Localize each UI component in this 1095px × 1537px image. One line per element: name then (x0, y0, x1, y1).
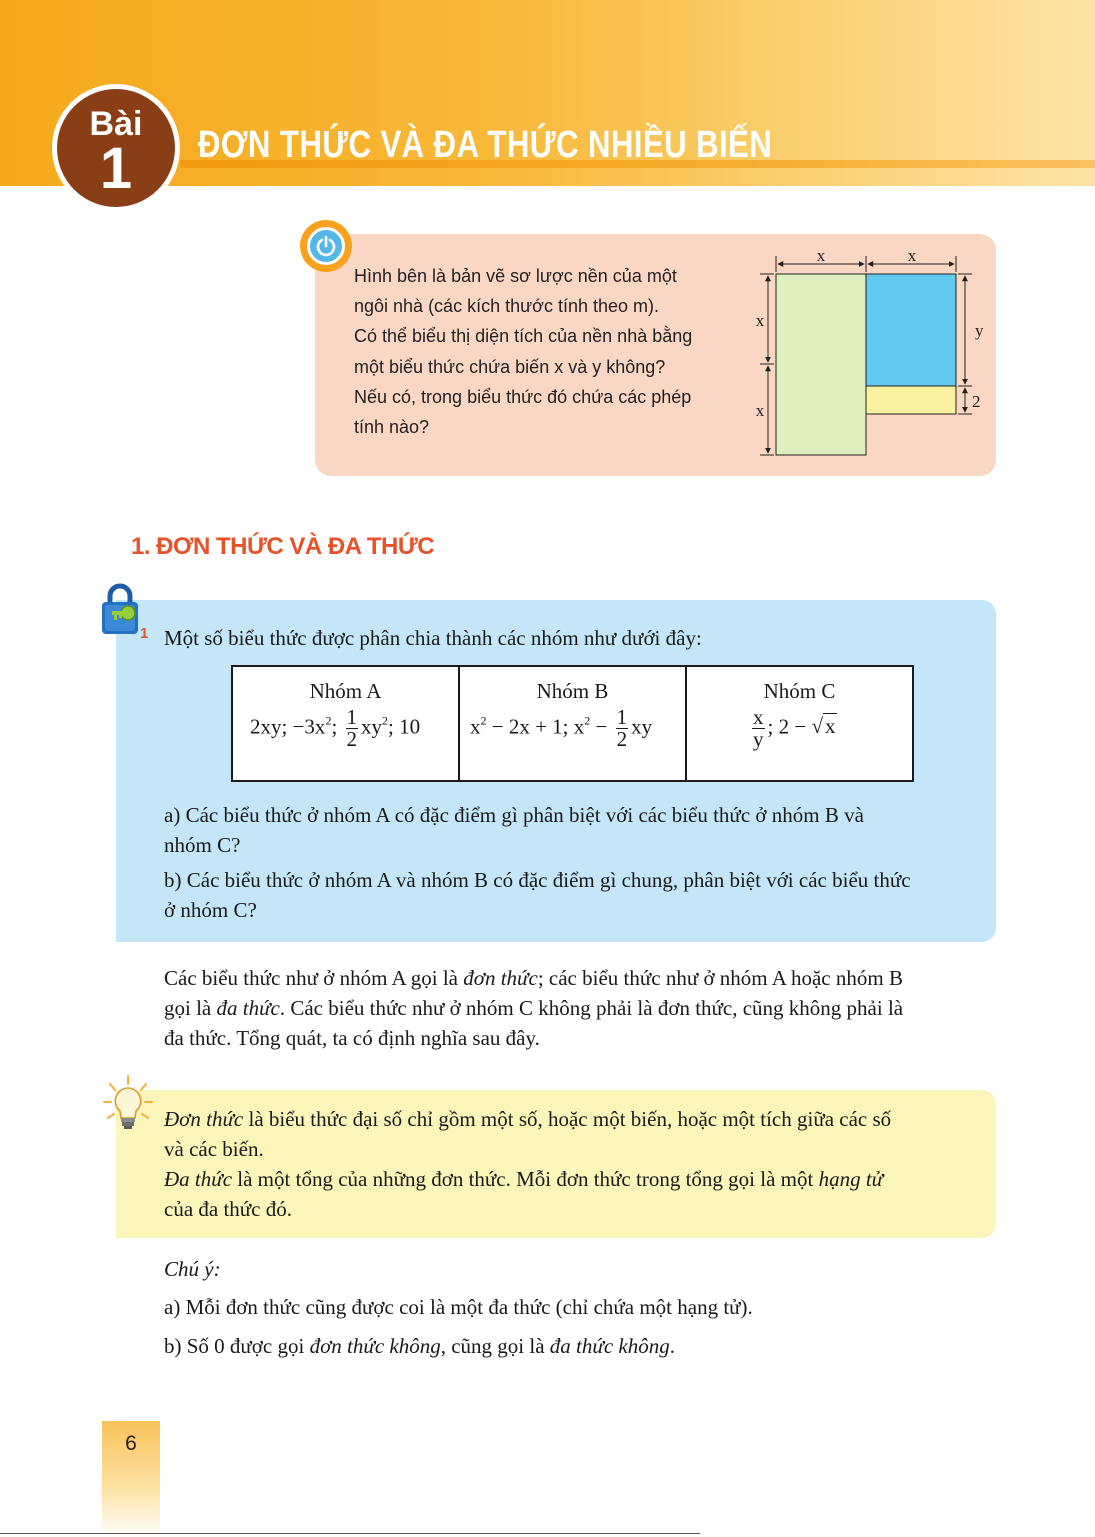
group-c-expressions: $\frac{x}{y}$ ; 2 − √x (753, 705, 836, 751)
group-b-expressions: $x^2 - 2x + 1$; $x^2$ − $\frac{1}{2}$ xy (470, 705, 653, 751)
section-heading: 1. ĐƠN THỨC VÀ ĐA THỨC (131, 533, 435, 560)
question-b-line: ở nhóm C? (164, 898, 257, 922)
group-b-cell (460, 667, 687, 780)
bottom-rule (0, 1533, 700, 1534)
note-a: a) Mỗi đơn thức cũng được coi là một đa thức (chỉ chứa một hạng tử). (164, 1295, 753, 1319)
definition-line: Đơn thức là biểu thức đại số chỉ gồm một số, hoặc một biến, hoặc một tích giữa các số (164, 1107, 892, 1131)
question-a-line: nhóm C? (164, 833, 241, 857)
blue-region (866, 274, 956, 386)
explore-number: 1 (140, 625, 149, 642)
after-line: gọi là đa thức. Các biểu thức như ở nhóm C không phải là đơn thức, cũng không phải là (164, 996, 904, 1020)
intro-line: ngôi nhà (các kích thước tính theo m). (354, 296, 659, 317)
definition-line: của đa thức đó. (164, 1197, 292, 1221)
group-c-name: Nhóm C (763, 679, 836, 703)
after-line: Các biểu thức như ở nhóm A gọi là đơn thức; các biểu thức như ở nhóm A hoặc nhóm B (164, 966, 903, 990)
group-b-name: Nhóm B (536, 679, 609, 703)
group-a-cell (233, 667, 460, 780)
lesson-number: 1 (99, 136, 133, 201)
lock-key-icon (100, 582, 156, 642)
explore-intro: Một số biểu thức được phân chia thành các nhóm như dưới đây: (164, 626, 702, 650)
definition-line: và các biến. (164, 1137, 264, 1161)
intro-line: Hình bên là bản vẽ sơ lược nền của một (354, 266, 677, 286)
group-c-cell (687, 667, 912, 780)
group-a-name: Nhóm A (309, 679, 382, 703)
top-label-left: x (816, 246, 826, 265)
question-b (164, 865, 911, 925)
intro-line: Có thể biểu thị diện tích của nền nhà bằng (354, 326, 693, 347)
intro-text (354, 261, 732, 442)
lesson-badge (52, 84, 180, 212)
power-button-icon (300, 220, 352, 272)
question-a (164, 800, 864, 860)
definition-text (164, 1104, 891, 1224)
question-b-line: b) Các biểu thức ở nhóm A và nhóm B có đặc điểm gì chung, phân biệt với các biểu thức (164, 868, 911, 892)
right-label-y: y (975, 321, 984, 340)
left-label-top: x (755, 311, 765, 330)
note-title: Chú ý: (164, 1257, 221, 1281)
lesson-word: Bài (89, 105, 143, 143)
intro-line: Nếu có, trong biểu thức đó chứa các phép (354, 386, 692, 407)
top-label-right: x (907, 246, 917, 265)
right-label-2: 2 (972, 392, 981, 411)
intro-line: một biểu thức chứa biến x và y không? (354, 356, 666, 377)
left-label-bottom: x (755, 401, 765, 420)
group-a-expressions: 2xy; $-3x^2$; $\frac{1}{2}$ $xy^2$; 10 (250, 705, 421, 751)
page-number: 6 (125, 1432, 137, 1455)
after-table-paragraph (164, 963, 903, 1053)
intro-line: tính nào? (354, 417, 430, 438)
house-floor-plan (748, 242, 988, 464)
green-region (776, 274, 866, 455)
lesson-title: ĐƠN THỨC VÀ ĐA THỨC NHIỀU BIẾN (198, 124, 773, 166)
groups-table (231, 665, 914, 782)
definition-line: Đa thức là một tổng của những đơn thức. Mỗi đơn thức trong tổng gọi là một hạng tử (164, 1167, 884, 1191)
question-a-line: a) Các biểu thức ở nhóm A có đặc điểm gì phân biệt với các biểu thức ở nhóm B và (164, 803, 864, 827)
after-line: đa thức. Tổng quát, ta có định nghĩa sau đây. (164, 1026, 540, 1050)
yellow-region (866, 386, 956, 414)
note-b: b) Số 0 được gọi đơn thức không, cũng gọi là đa thức không. (164, 1334, 675, 1358)
light-bulb-icon (100, 1074, 156, 1136)
